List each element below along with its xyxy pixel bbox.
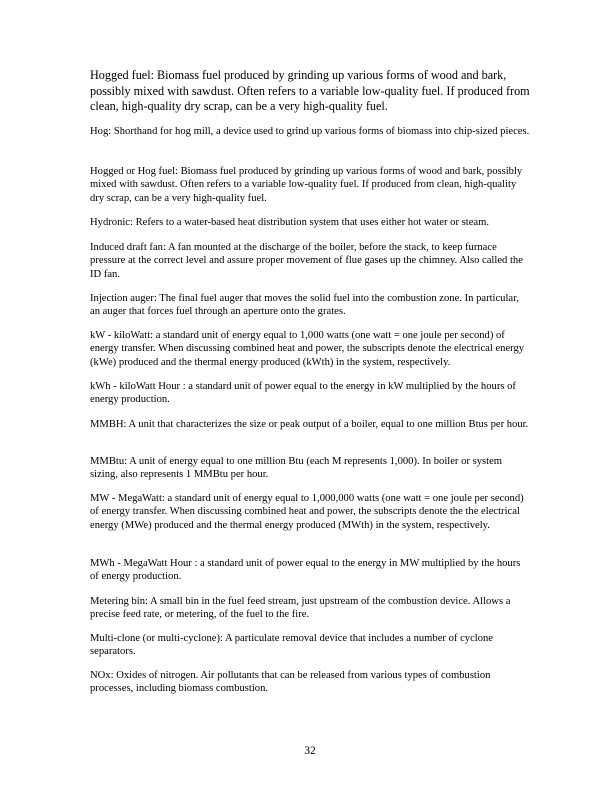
glossary-entry-metering-bin: Metering bin: A small bin in the fuel feed stream, just upstream of the combustion device. Allows a precise feed rate, or metering, of the fuel to the fire.: [90, 596, 511, 621]
glossary-entry-hog: Hog: Shorthand for hog mill, a device used to grind up various forms of biomass into chip-sized pieces.: [90, 126, 530, 137]
document-page: [90, 0, 530, 792]
glossary-entry-kwh: kWh - kiloWatt Hour : a standard unit of power equal to the energy in kW multiplied by the hours of energy production.: [90, 381, 516, 406]
glossary-entry-induced-draft-fan: Induced draft fan: A fan mounted at the discharge of the boiler, before the stack, to keep furnace pressure at the correct level and assure proper movement of flue gases up the chimney. Also called the ID fan.: [90, 242, 523, 280]
page-number: 32: [304, 745, 316, 757]
glossary-entry-mmbh: MMBH: A unit that characterizes the size or peak output of a boiler, equal to one million Btus per hour.: [90, 419, 529, 430]
glossary-entry-mw: MW - MegaWatt: a standard unit of energy equal to 1,000,000 watts (one watt = one joule per second) of energy transfer. When discussing combined heat and power, the subscripts denote the the electrical energy (MWe) produced and the thermal energy produced (MWth) in the system, respectively.: [90, 493, 524, 531]
glossary-entry-hydronic: Hydronic: Refers to a water-based heat distribution system that uses either hot water or steam.: [90, 217, 489, 228]
glossary-entry-mmbtu: MMBtu: A unit of energy equal to one million Btu (each M represents 1,000). In boiler or system sizing, also represents 1 MMBtu per hour.: [90, 456, 503, 481]
glossary-entry-injection-auger: Injection auger: The final fuel auger that moves the solid fuel into the combustion zone. In particular, an auger that forces fuel through an aperture onto the grates.: [90, 293, 519, 318]
glossary-entry-mwh: MWh - MegaWatt Hour : a standard unit of power equal to the energy in MW multiplied by the hours of energy production.: [90, 558, 521, 583]
glossary-entry-nox: NOx: Oxides of nitrogen. Air pollutants that can be released from various types of combustion processes, including biomass combustion.: [90, 670, 491, 695]
glossary-entry-kw: kW - kiloWatt: a standard unit of energy equal to 1,000 watts (one watt = one joule per second) of energy transfer. When discussing combined heat and power, the subscripts denote the electrical energy (kWe) produced and the thermal energy produced (kWth) in the system, respectively.: [90, 330, 525, 368]
glossary-entry-hogged-fuel: Hogged fuel: Biomass fuel produced by grinding up various forms of wood and bark, possibly mixed with sawdust. Often refers to a variable low-quality fuel. If produced from clean, high-quality dry scrap, can be a very high-quality fuel.: [90, 68, 530, 114]
glossary-entry-multi-clone: Multi-clone (or multi-cyclone): A particulate removal device that includes a number of cyclone separators.: [90, 633, 494, 658]
glossary-entry-hogged-or-hog-fuel: Hogged or Hog fuel: Biomass fuel produced by grinding up various forms of wood and bark, possibly mixed with sawdust. Often refers to a variable low-quality fuel. If produced from clean, high-quality dry scrap, can be a very high-quality fuel.: [90, 166, 523, 204]
